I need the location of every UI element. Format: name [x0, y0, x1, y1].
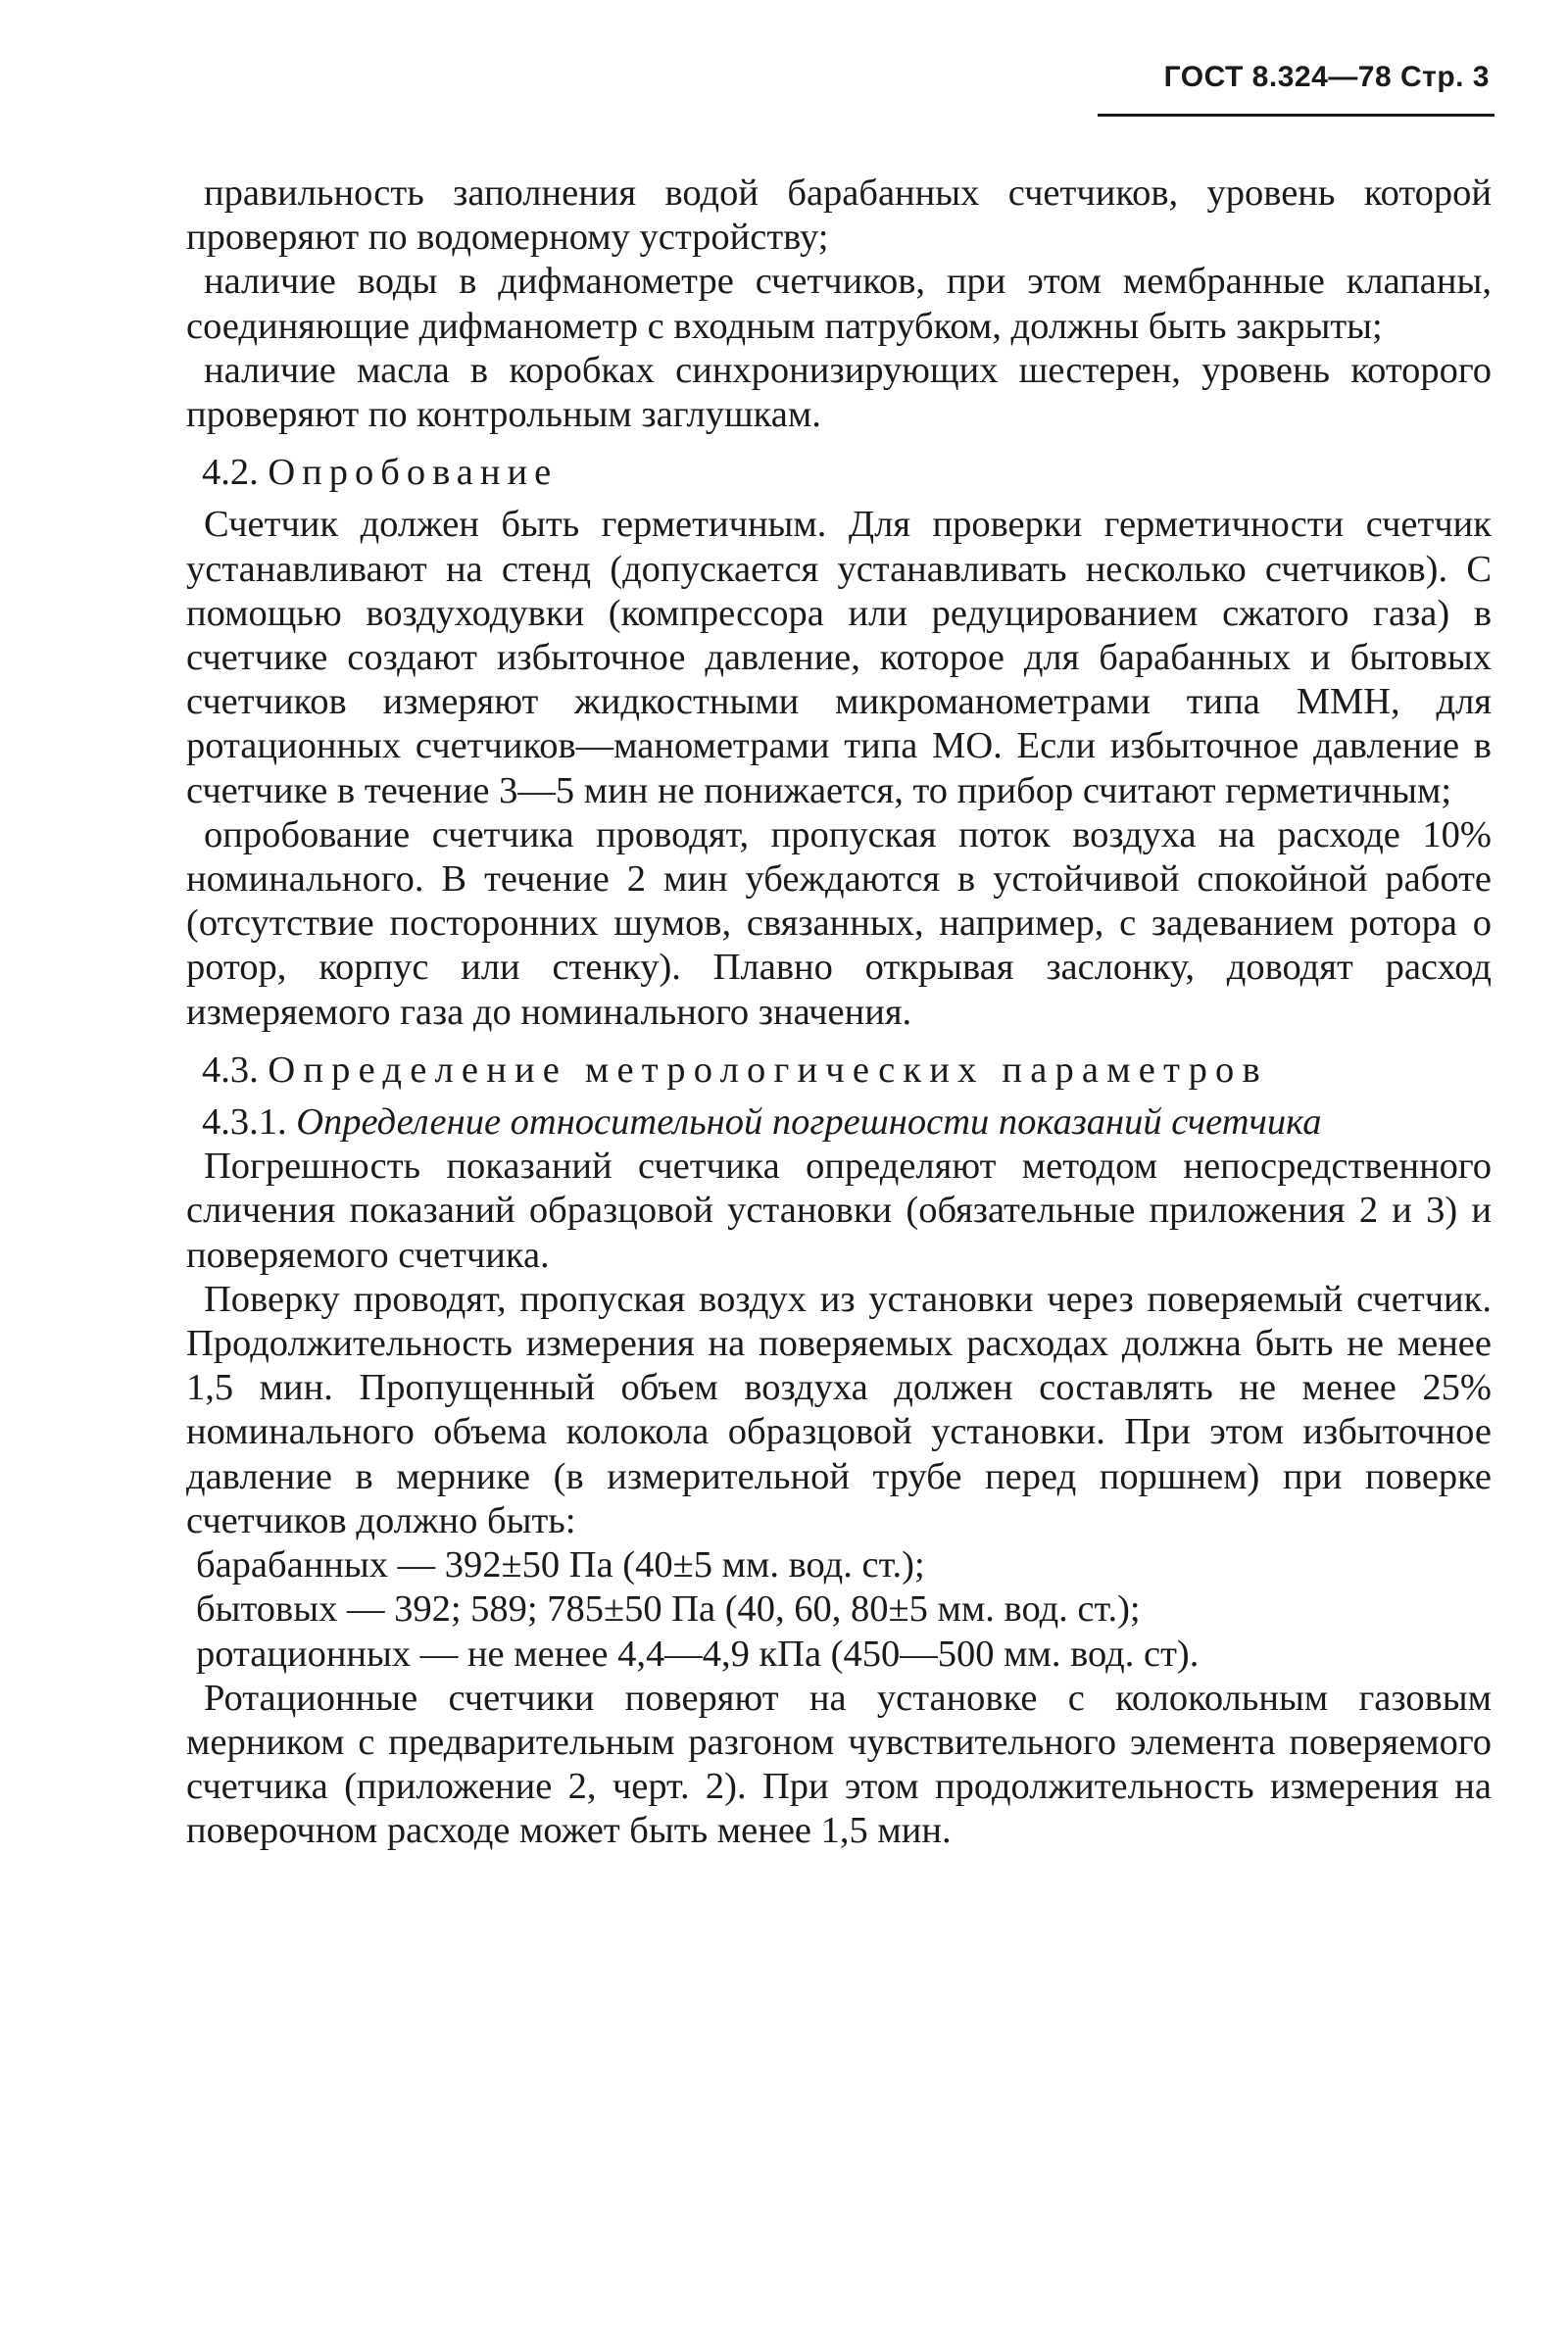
subsection-4-3-1-number: 4.3.1. — [202, 1101, 287, 1144]
section-4-2-title: Опробование — [268, 452, 559, 494]
paragraph-hermeticity: Счетчик должен быть герметичным. Для проверки герметичности счетчик устанавливают на стенд (допускается устанавливать несколько счетчиков). С помощью воздуходувки (компрессора или редуцированием сжатого газа) в счетчике создают избыточное давление, которое для барабанных и бытовых счетчиков измеряют жидкостными микроманометрами типа ММН, для ротационных счетчиков—манометрами типа МО. Если избыточное давление в счетчике в течение 3—5 мин не понижается, то прибор считают герметичным; — [186, 504, 1492, 811]
subsection-4-3-1 — [186, 1100, 1492, 1145]
paragraph-error-method: Погрешность показаний счетчика определяют методом непосредственного сличения показаний образцовой установки (обязательные приложения 2 и 3) и поверяемого счетчика. — [186, 1146, 1492, 1276]
section-4-2-number: 4.2. — [202, 452, 259, 494]
header-rule — [1098, 114, 1494, 117]
subsection-4-3-1-title: Определение относительной погрешности показаний счетчика — [296, 1101, 1322, 1144]
paragraph-water-filling: правильность заполнения водой барабанных счетчиков, уровень которой проверяют по водомерному устройству; — [186, 172, 1492, 259]
paragraph-trial-run: опробование счетчика проводят, пропуская поток воздуха на расходе 10% номинального. В течение 2 мин убеждаются в устойчивой спокойной работе (отсутствие посторонних шумов, связанных, например, с задеванием ротора о ротор, корпус или стенку). Плавно открывая заслонку, доводят расход измеряемого газа до номинального значения. — [186, 813, 1492, 1033]
list-item: ротационных — не менее 4,4—4,9 кПа (450—500 мм. вод. ст). — [196, 1633, 1200, 1675]
page-header: ГОСТ 8.324—78 Стр. 3 — [1163, 61, 1490, 93]
paragraph-difmanometer: наличие воды в дифманометре счетчиков, при этом мембранные клапаны, соединяющие дифманометр с входным патрубком, должны быть закрыты; — [186, 261, 1492, 347]
paragraph-verification: Поверку проводят, пропуская воздух из установки через поверяемый счетчик. Продолжительность измерения на поверяемых расходах должна быть не менее 1,5 мин. Пропущенный объем воздуха должен составлять не менее 25% номинального объема колокола образцовой установки. При этом избыточное давление в мернике (в измерительной трубе перед поршнем) при поверке счетчиков должно быть: — [186, 1278, 1492, 1541]
paragraph-oil: наличие масла в коробках синхронизирующих шестерен, уровень которого проверяют по контрольным заглушкам. — [186, 349, 1492, 436]
list-item: барабанных — 392±50 Па (40±5 мм. вод. ст.); — [196, 1544, 925, 1586]
list-item: бытовых — 392; 589; 785±50 Па (40, 60, 80±5 мм. вод. ст.); — [196, 1588, 1141, 1631]
section-4-3-title: Определение метрологических параметров — [268, 1049, 1268, 1091]
section-4-2-heading — [186, 451, 1492, 495]
section-4-3-heading — [186, 1049, 1492, 1093]
section-4-3-number: 4.3. — [202, 1049, 259, 1091]
paragraph-rotary-counters: Ротационные счетчики поверяют на установке с колокольным газовым мерником с предварительным разгоном чувствительного элемента поверяемого счетчика (приложение 2, черт. 2). При этом продолжительность измерения на поверочном расходе может быть менее 1,5 мин. — [186, 1677, 1492, 1852]
document-body — [186, 171, 1492, 1854]
